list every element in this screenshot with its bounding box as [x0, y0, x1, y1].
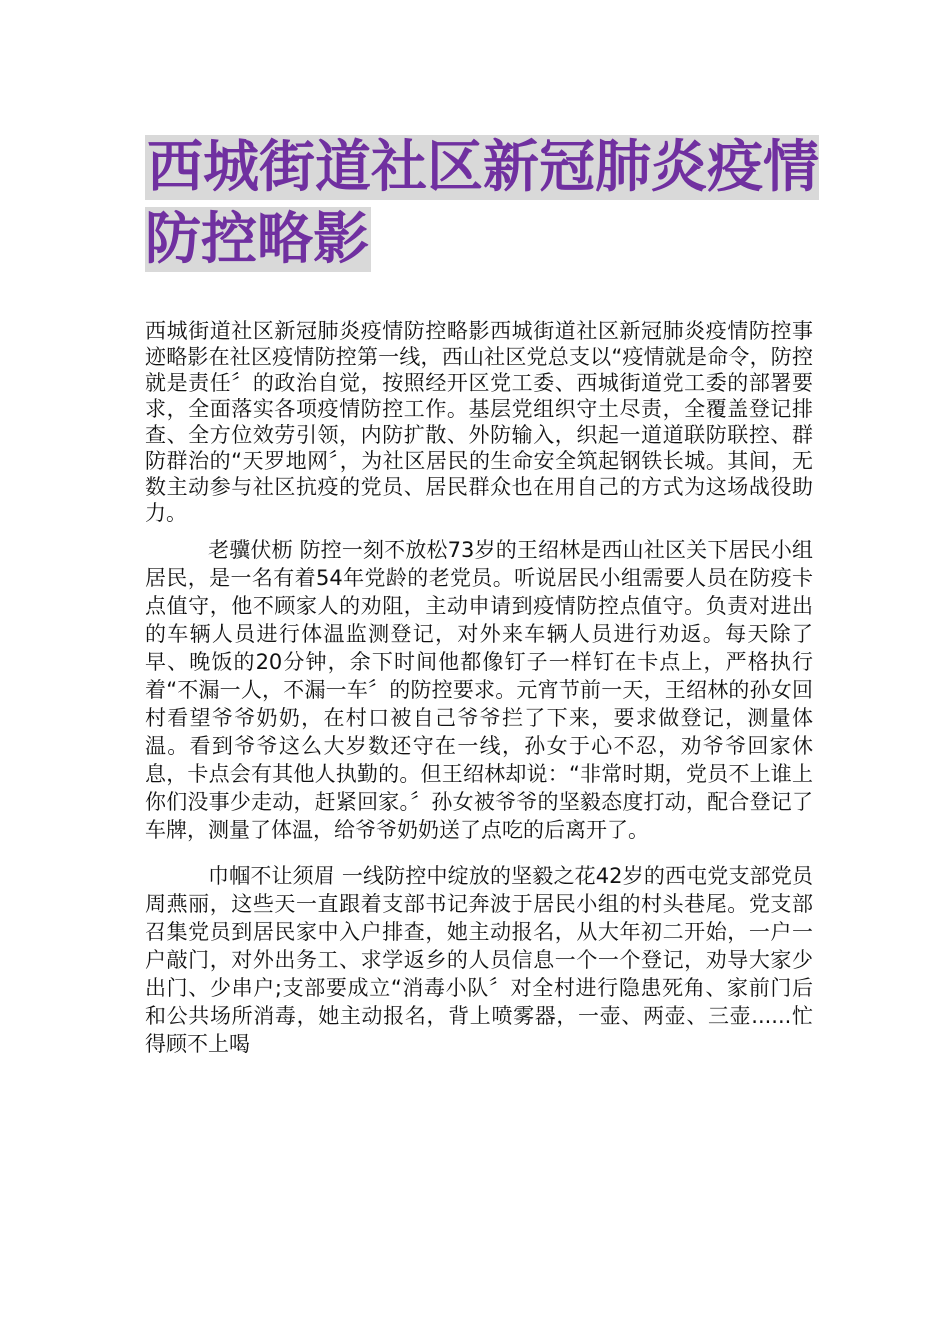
title-highlight: 西城街道社区新冠肺炎疫情防控略影	[145, 135, 819, 272]
paragraph-wang-shaolin: 老骥伏枥 防控一刻不放松73岁的王绍林是西山社区关下居民小组居民，是一名有着54年党龄的老党员。听说居民小组需要人员在防疫卡点值守，他不顾家人的劝阻，主动申请到疫情防控点值守。负责对进出的车辆人员进行体温监测登记，对外来车辆人员进行劝返。每天除了早、晚饭的20分钟，余下时间他都像钉子一样钉在卡点上，严格执行着“不漏一人，不漏一车〞的防控要求。元宵节前一天，王绍林的孙女回村看望爷爷奶奶，在村口被自己爷爷拦了下来，要求做登记，测量体温。看到爷爷这么大岁数还守在一线，孙女于心不忍，劝爷爷回家休息，卡点会有其他人执勤的。但王绍林却说：“非常时期，党员不上谁上你们没事少走动，赶紧回家。〞孙女被爷爷的坚毅态度打动，配合登记了车牌，测量了体温，给爷爷奶奶送了点吃的后离开了。	[145, 538, 813, 842]
document-title	[145, 132, 825, 276]
paragraph-intro: 西城街道社区新冠肺炎疫情防控略影西城街道社区新冠肺炎疫情防控事迹略影在社区疫情防控第一线，西山社区党总支以“疫情就是命令，防控就是责任〞的政治自觉，按照经开区党工委、西城街道党工委的部署要求，全面落实各项疫情防控工作。基层党组织守土尽责，全覆盖登记排查、全方位效劳引领，内防扩散、外防输入，织起一道道联防联控、群防群治的“天罗地网〞，为社区居民的生命安全筑起钢铁长城。其间，无数主动参与社区抗疫的党员、居民群众也在用自己的方式为这场战役助力。	[145, 319, 813, 525]
document-body	[145, 318, 813, 1058]
paragraph-zhou-yanli: 巾帼不让须眉 一线防控中绽放的坚毅之花42岁的西屯党支部党员周燕丽，这些天一直跟着支部书记奔波于居民小组的村头巷尾。党支部召集党员到居民家中入户排查，她主动报名，从大年初二开始，一户一户敲门，对外出务工、求学返乡的人员信息一个一个登记，劝导大家少出门、少串户;支部要成立“消毒小队〞对全村进行隐患死角、家前门后和公共场所消毒，她主动报名，背上喷雾器，一壶、两壶、三壶......忙得顾不上喝	[145, 864, 813, 1056]
